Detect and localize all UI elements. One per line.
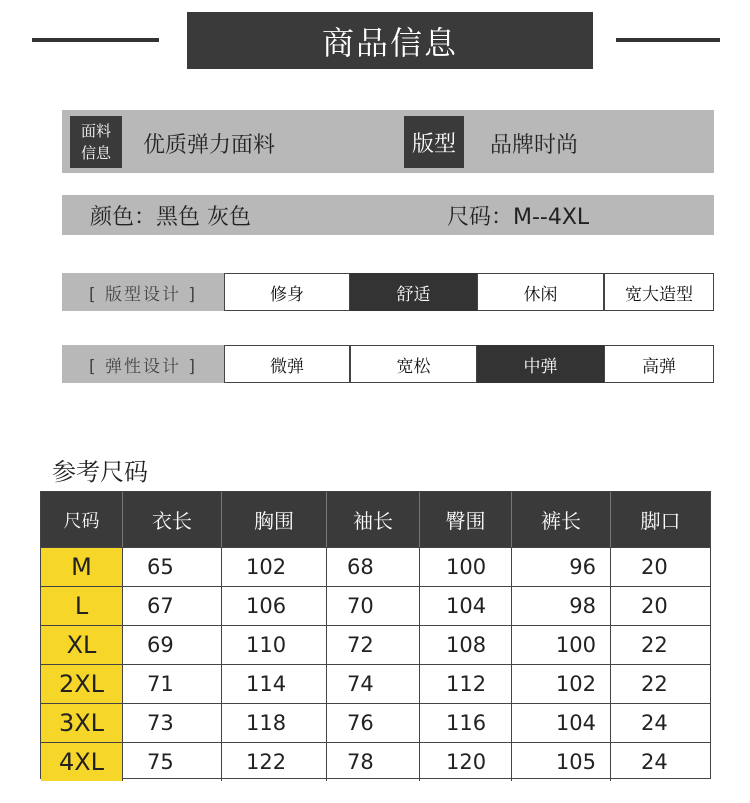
- value-sleeve: 68: [327, 548, 420, 586]
- size-cell: M: [41, 548, 123, 586]
- value-hip: 100: [420, 548, 512, 586]
- fit-design-label: [ 版型设计 ]: [62, 273, 224, 311]
- fabric-tag: [70, 116, 122, 168]
- value-sleeve: 76: [327, 704, 420, 742]
- value-sleeve: 72: [327, 626, 420, 664]
- size-cell: XL: [41, 626, 123, 664]
- header-size: 尺码: [41, 492, 123, 547]
- header-pants-length: 裤长: [512, 492, 611, 547]
- size-cell: L: [41, 587, 123, 625]
- value-pants-length: 105: [512, 743, 611, 781]
- header-length: 衣长: [123, 492, 222, 547]
- fit-value: 品牌时尚: [490, 133, 579, 158]
- table-row: [41, 547, 710, 586]
- fit-option-loose[interactable]: 宽大造型: [604, 273, 714, 311]
- fit-option-slim[interactable]: 修身: [224, 273, 350, 311]
- value-hem: 24: [641, 750, 668, 774]
- value-pants-length: 104: [512, 704, 611, 742]
- value-length: 65: [123, 548, 222, 586]
- header-chest: 胸围: [222, 492, 327, 547]
- value-chest: 106: [222, 587, 327, 625]
- table-row: [41, 586, 710, 625]
- elastic-design-label: [ 弹性设计 ]: [62, 345, 224, 383]
- value-hip: 116: [420, 704, 512, 742]
- fabric-value: 优质弹力面料: [143, 133, 276, 158]
- title-rule-left: [32, 38, 159, 42]
- value-chest: 118: [222, 704, 327, 742]
- color-text: 颜色：黑色 灰色: [90, 205, 251, 230]
- table-row: [41, 664, 710, 703]
- elastic-option-slight[interactable]: 微弹: [224, 345, 350, 383]
- value-chest: 114: [222, 665, 327, 703]
- fabric-tag-line-2: 信息: [80, 144, 111, 162]
- fit-option-comfort[interactable]: 舒适: [350, 273, 477, 311]
- value-pants-length: 98: [512, 587, 611, 625]
- size-table-title: 参考尺码: [52, 458, 148, 486]
- value-hip: 104: [420, 587, 512, 625]
- size-range-text: 尺码：M--4XL: [447, 205, 590, 230]
- fit-tag: 版型: [404, 116, 464, 168]
- value-chest: 122: [222, 743, 327, 781]
- value-hem: 20: [641, 555, 668, 579]
- value-hip: 108: [420, 626, 512, 664]
- elastic-option-loose[interactable]: 宽松: [350, 345, 477, 383]
- value-hem: 22: [641, 672, 668, 696]
- elastic-option-medium[interactable]: 中弹: [477, 345, 604, 383]
- value-chest: 102: [222, 548, 327, 586]
- value-pants-length: 102: [512, 665, 611, 703]
- value-hem: 22: [641, 633, 668, 657]
- title-rule-right: [616, 38, 720, 42]
- size-cell: 3XL: [41, 704, 123, 742]
- value-length: 71: [123, 665, 222, 703]
- fabric-tag-line-1: 面料: [80, 122, 111, 140]
- value-hem: 24: [641, 711, 668, 735]
- value-length: 73: [123, 704, 222, 742]
- value-hip: 120: [420, 743, 512, 781]
- value-pants-length: 96: [512, 548, 611, 586]
- size-cell: 4XL: [41, 743, 123, 781]
- value-chest: 110: [222, 626, 327, 664]
- fit-option-casual[interactable]: 休闲: [477, 273, 604, 311]
- value-hem: 20: [641, 594, 668, 618]
- value-sleeve: 78: [327, 743, 420, 781]
- table-row: [41, 625, 710, 664]
- elastic-option-high[interactable]: 高弹: [604, 345, 714, 383]
- value-sleeve: 74: [327, 665, 420, 703]
- value-pants-length: 100: [512, 626, 611, 664]
- size-table: [40, 491, 711, 779]
- value-length: 67: [123, 587, 222, 625]
- header-sleeve: 袖长: [327, 492, 420, 547]
- header-hip: 臀围: [420, 492, 512, 547]
- size-cell: 2XL: [41, 665, 123, 703]
- value-length: 75: [123, 743, 222, 781]
- table-row: [41, 703, 710, 742]
- value-hip: 112: [420, 665, 512, 703]
- page-title: 商品信息: [187, 12, 593, 69]
- value-sleeve: 70: [327, 587, 420, 625]
- value-length: 69: [123, 626, 222, 664]
- header-hem: 脚口: [611, 492, 710, 547]
- table-row: [41, 742, 710, 781]
